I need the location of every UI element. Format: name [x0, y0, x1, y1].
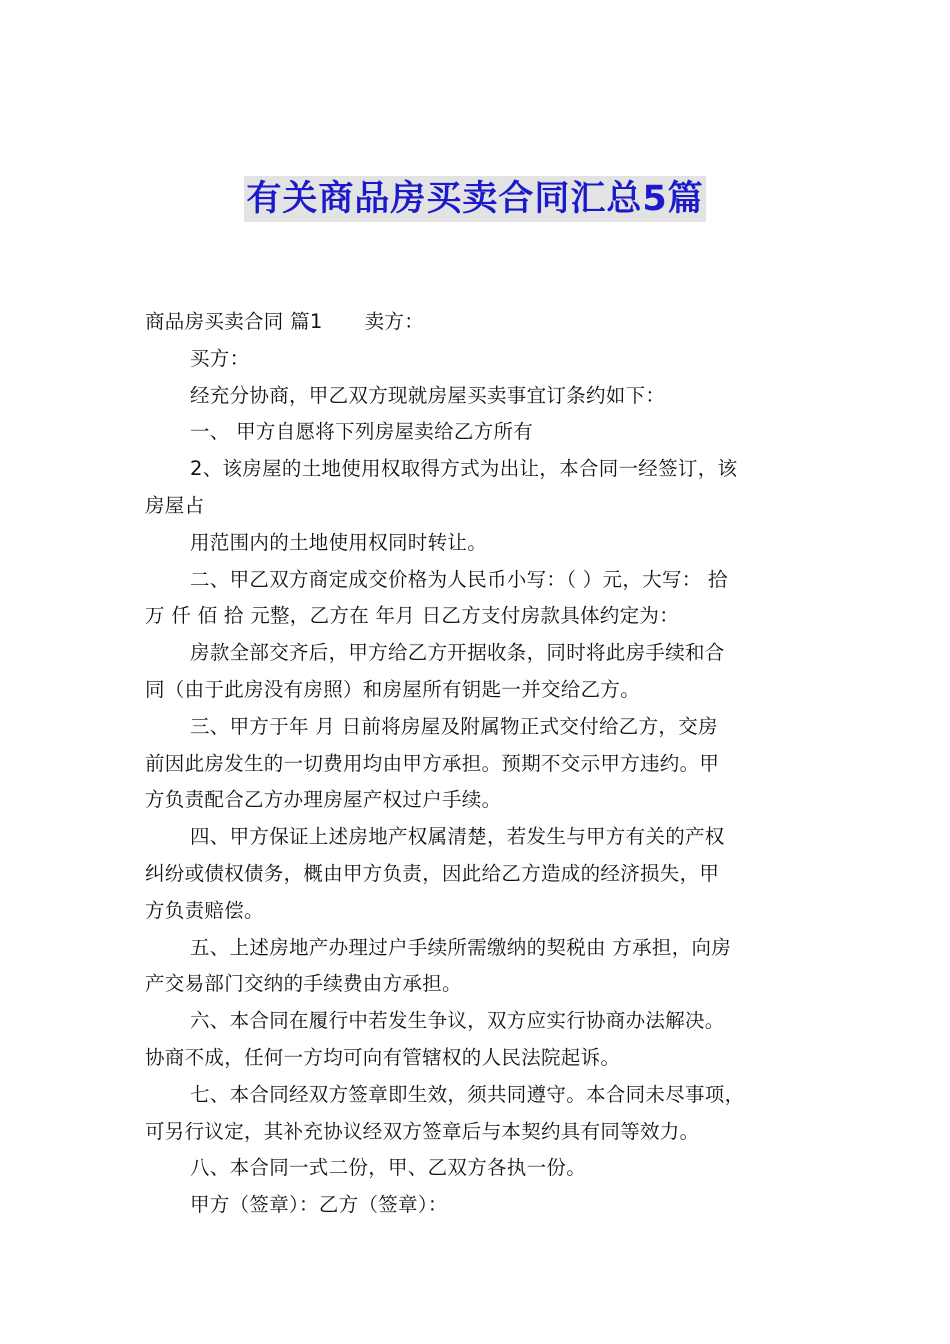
- contract-body: [145, 304, 810, 1224]
- section-heading-left: 商品房买卖合同 篇1: [145, 310, 323, 333]
- contract-line: 产交易部门交纳的手续费由方承担。: [145, 972, 462, 996]
- contract-line: 四、甲方保证上述房地产权属清楚，若发生与甲方有关的产权: [190, 825, 725, 849]
- seller-label: 卖方：: [364, 310, 425, 333]
- contract-line: 可另行议定，其补充协议经双方签章后与本契约具有同等效力。: [145, 1119, 700, 1143]
- title-wrap: [0, 176, 950, 222]
- contract-line: 一、 甲方自愿将下列房屋卖给乙方所有: [190, 420, 534, 444]
- contract-line: 万 仟 佰 拾 元整，乙方在 年月 日乙方支付房款具体约定为：: [145, 604, 679, 628]
- contract-line: 方负责配合乙方办理房屋产权过户手续。: [145, 788, 502, 812]
- contract-line: 经充分协商，甲乙双方现就房屋买卖事宜订条约如下：: [190, 383, 666, 407]
- contract-line: 同（由于此房没有房照）和房屋所有钥匙一并交给乙方。: [145, 677, 641, 701]
- contract-line: 协商不成，任何一方均可向有管辖权的人民法院起诉。: [145, 1045, 621, 1069]
- contract-line: 二、甲乙双方商定成交价格为人民币小写：（ ）元，大写： 拾: [190, 567, 728, 591]
- contract-lines: [145, 341, 810, 1224]
- contract-line: 五、上述房地产办理过户手续所需缴纳的契税由 方承担，向房: [190, 935, 732, 959]
- contract-line: 六、本合同在履行中若发生争议，双方应实行协商办法解决。: [190, 1009, 725, 1033]
- contract-line: 方负责赔偿。: [145, 898, 264, 922]
- contract-line: 纠纷或债权债务，概由甲方负责，因此给乙方造成的经济损失，甲: [145, 861, 720, 885]
- section-heading: [145, 304, 810, 341]
- contract-line: 七、本合同经双方签章即生效，须共同遵守。本合同未尽事项，: [190, 1082, 745, 1106]
- document-title: 有关商品房买卖合同汇总5篇: [244, 176, 705, 222]
- contract-line: 八、本合同一式二份，甲、乙双方各执一份。: [190, 1156, 587, 1180]
- contract-line: 2、该房屋的土地使用权取得方式为出让，本合同一经签订，该: [190, 457, 738, 481]
- contract-line: 用范围内的土地使用权同时转让。: [190, 530, 488, 554]
- contract-line: 房屋占: [145, 493, 205, 517]
- contract-line: 三、甲方于年 月 日前将房屋及附属物正式交付给乙方，交房: [190, 714, 718, 738]
- contract-line: 买方：: [190, 346, 250, 370]
- contract-line: 房款全部交齐后，甲方给乙方开据收条，同时将此房手续和合: [190, 641, 725, 665]
- contract-line: 前因此房发生的一切费用均由甲方承担。预期不交示甲方违约。甲: [145, 751, 720, 775]
- contract-line: 甲方（签章）：乙方（签章）：: [190, 1193, 448, 1217]
